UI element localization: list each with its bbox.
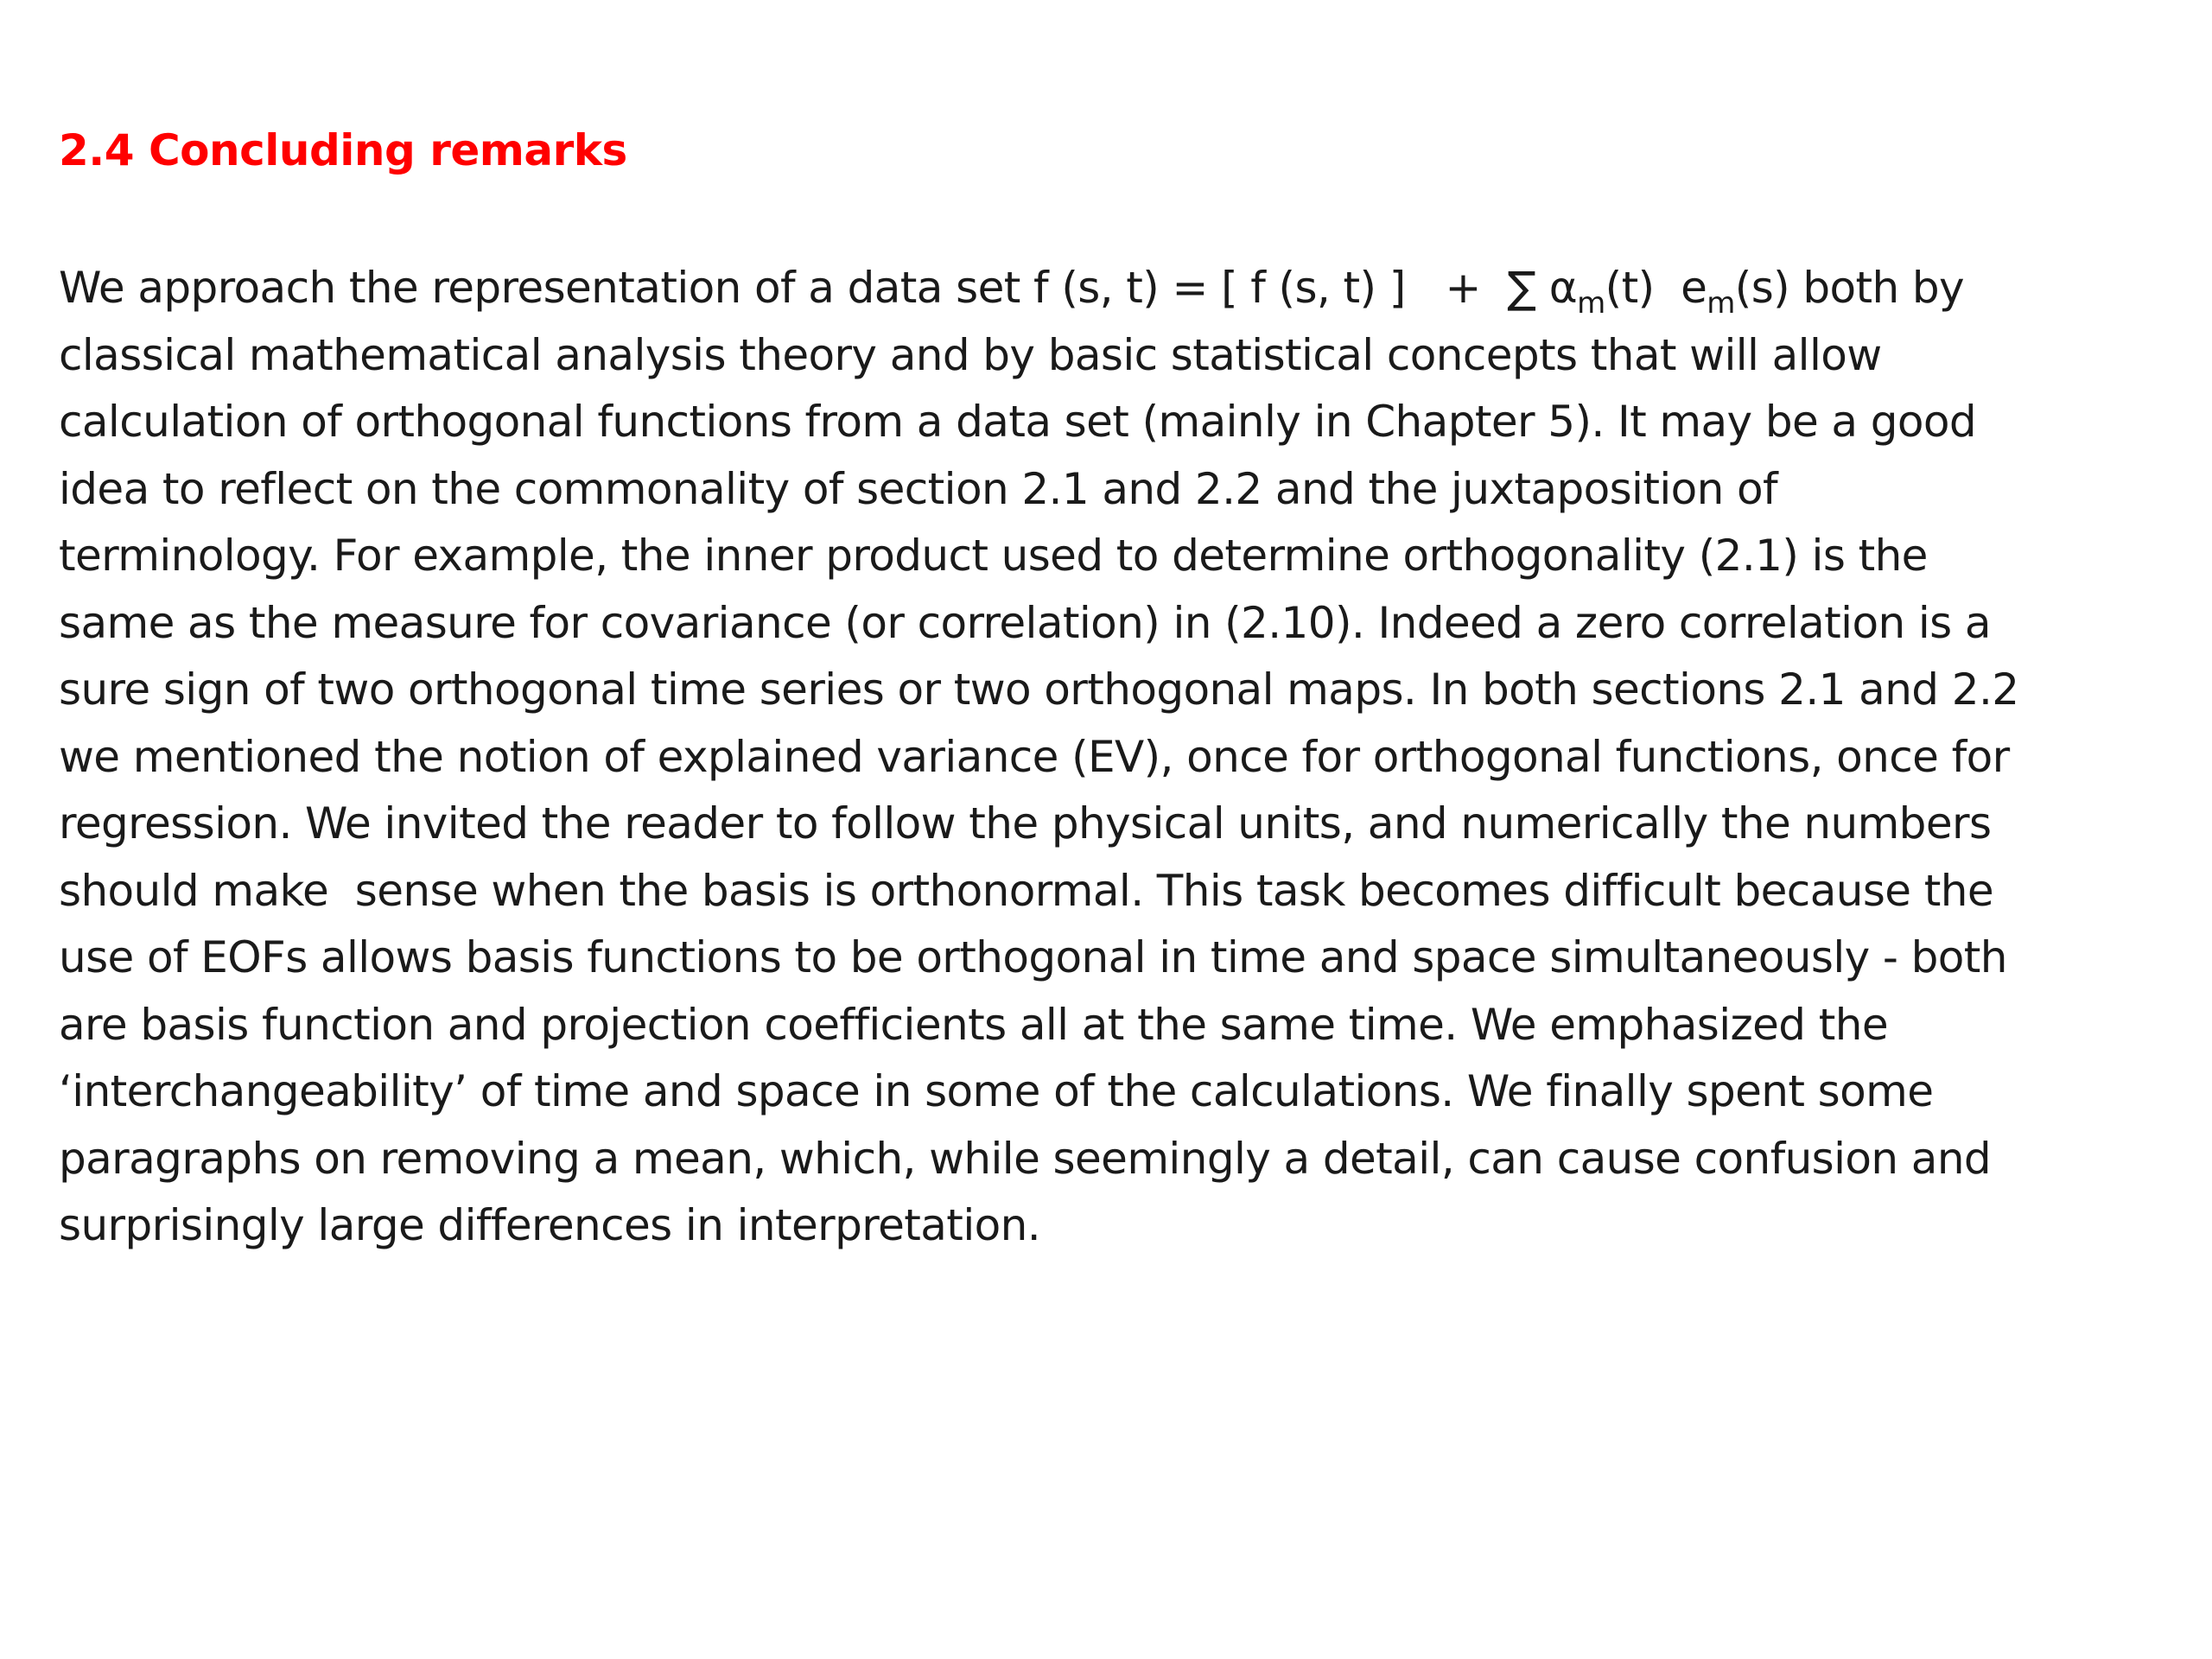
line1-intro: We approach the representation of a data set xyxy=(59,263,1034,313)
paragraph-line: sure sign of two orthogonal time series or two orthogonal maps. In both sections 2.1 and 2.2 xyxy=(59,664,2019,715)
paragraph-line: paragraphs on removing a mean, which, while seemingly a detail, can cause confusion and xyxy=(59,1133,1992,1184)
paragraph-line: classical mathematical analysis theory and by basic statistical concepts that will allow xyxy=(59,329,1882,380)
equation-lhs: f (s, t) = [ f (s, t) ] + xyxy=(1033,263,1508,313)
line1-outro: both by xyxy=(1789,263,1964,313)
e-argument: (s) xyxy=(1734,263,1790,313)
paragraph-line-1 xyxy=(59,255,2184,322)
e-symbol: e xyxy=(1681,263,1707,313)
paragraph-line: calculation of orthogonal functions from a data set (mainly in Chapter 5). It may be a good xyxy=(59,397,1977,447)
paragraph-line: regression. We invited the reader to follow the physical units, and numerically the numbers xyxy=(59,798,1992,849)
alpha-subscript: m xyxy=(1577,286,1605,321)
paragraph-line: same as the measure for covariance (or correlation) in (2.10). Indeed a zero correlation is a xyxy=(59,597,1991,648)
paragraph-line: use of EOFs allows basis functions to be orthogonal in time and space simultaneously - both xyxy=(59,932,2007,982)
paragraph-line: should make sense when the basis is orthonormal. This task becomes difficult because the xyxy=(59,865,1993,916)
concluding-paragraph xyxy=(59,255,2184,1260)
paragraph-line: are basis function and projection coefficients all at the same time. We emphasized the xyxy=(59,999,1888,1050)
paragraph-line: terminology. For example, the inner product used to determine orthogonality (2.1) is the xyxy=(59,531,1928,581)
e-subscript: m xyxy=(1707,286,1735,321)
sum-symbol: ∑ xyxy=(1507,263,1549,313)
alpha-symbol: α xyxy=(1548,263,1578,313)
alpha-argument: (t) xyxy=(1605,263,1681,313)
paragraph-line: surprisingly large differences in interpretation. xyxy=(59,1200,1040,1250)
paragraph-line: we mentioned the notion of explained variance (EV), once for orthogonal functions, once for xyxy=(59,731,2010,782)
paragraph-line: ‘interchangeability’ of time and space in some of the calculations. We finally spent some xyxy=(59,1066,1934,1116)
equation xyxy=(1033,263,1790,321)
paragraph-line: idea to reflect on the commonality of section 2.1 and 2.2 and the juxtaposition of xyxy=(59,463,1777,514)
section-heading: 2.4 Concluding remarks xyxy=(59,125,627,175)
